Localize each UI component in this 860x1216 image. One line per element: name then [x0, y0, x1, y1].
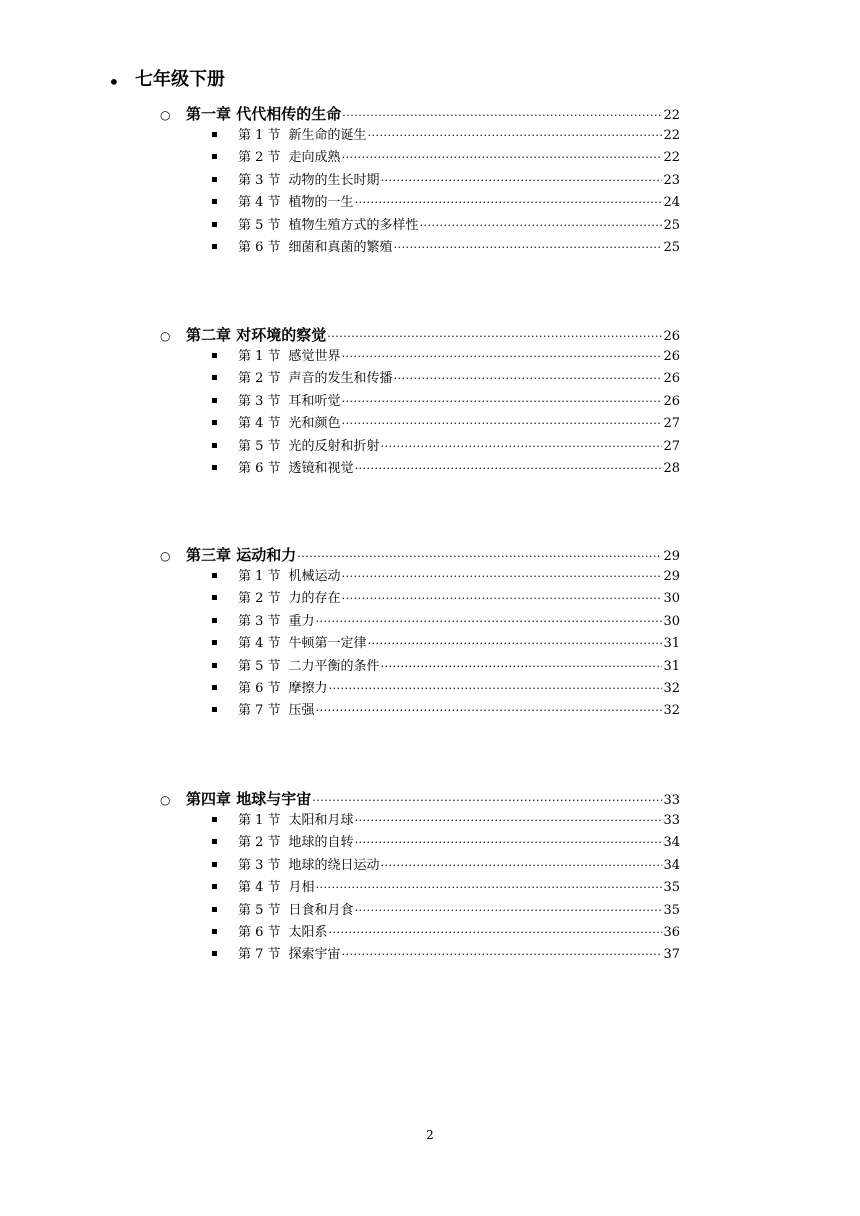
section-row[interactable]	[160, 414, 680, 436]
square-bullet-icon	[212, 375, 217, 380]
section-label: 第 6 节	[238, 680, 281, 696]
section-label: 第 5 节	[238, 217, 281, 233]
section-page: 32	[663, 680, 680, 696]
section-label: 第 5 节	[238, 438, 281, 454]
section-label: 第 2 节	[238, 591, 281, 607]
section-page: 26	[663, 349, 680, 364]
chapter-bullet: ○	[160, 108, 171, 122]
square-bullet-icon	[212, 595, 217, 600]
dot-leader	[342, 109, 662, 122]
section-label: 第 1 节	[238, 569, 281, 584]
section-label: 第 4 节	[238, 416, 281, 432]
square-bullet-icon	[212, 443, 217, 448]
section-page: 22	[663, 150, 680, 166]
section-page: 24	[663, 195, 680, 211]
section-label: 第 1 节	[238, 813, 281, 828]
section-row[interactable]	[160, 634, 680, 656]
section-label: 第 3 节	[238, 857, 281, 873]
book-title: 七年级下册	[135, 69, 225, 90]
dot-leader	[312, 794, 662, 807]
chapter-title: 第一章 代代相传的生命	[186, 105, 342, 123]
section-label: 第 4 节	[238, 636, 281, 652]
section-row[interactable]	[160, 216, 680, 238]
square-bullet-icon	[212, 685, 217, 690]
dot-leader	[329, 679, 663, 699]
section-title: 光和颜色	[288, 416, 341, 432]
chapter-bullet: ○	[160, 549, 171, 563]
dot-leader	[368, 634, 663, 654]
section-page: 30	[663, 613, 680, 629]
section-row[interactable]	[160, 811, 680, 833]
section-page: 27	[663, 416, 680, 432]
section-title: 地球的自转	[288, 835, 354, 851]
section-title: 感觉世界	[288, 349, 341, 364]
section-title: 牛顿第一定律	[288, 636, 367, 652]
section-title: 重力	[288, 613, 315, 629]
section-title: 光的反射和折射	[288, 438, 380, 454]
section-row[interactable]	[160, 193, 680, 215]
dot-leader	[394, 369, 663, 389]
section-title: 月相	[288, 880, 315, 896]
dot-leader	[355, 811, 663, 831]
dot-leader	[342, 347, 663, 367]
section-label: 第 6 节	[238, 239, 281, 255]
section-label: 第 1 节	[238, 128, 281, 143]
chapter-bullet: ○	[160, 793, 171, 807]
dot-leader	[316, 612, 663, 632]
section-title: 走向成熟	[288, 150, 341, 166]
chapter-page: 22	[663, 108, 680, 123]
section-row[interactable]	[160, 679, 680, 701]
section-title: 植物生殖方式的多样性	[288, 217, 419, 233]
chapter-1	[160, 104, 680, 260]
section-page: 36	[663, 924, 680, 940]
section-page: 25	[663, 217, 680, 233]
section-title: 细菌和真菌的繁殖	[288, 239, 393, 255]
section-title: 太阳系	[288, 924, 328, 940]
square-bullet-icon	[212, 640, 217, 645]
square-bullet-icon	[212, 244, 217, 249]
dot-leader	[329, 923, 663, 943]
section-page: 32	[663, 703, 680, 719]
section-label: 第 2 节	[238, 835, 281, 851]
section-label: 第 2 节	[238, 150, 281, 166]
chapter-row[interactable]	[160, 789, 680, 811]
section-label: 第 6 节	[238, 924, 281, 940]
dot-leader	[342, 589, 663, 609]
dot-leader	[316, 701, 663, 721]
section-row[interactable]	[160, 392, 680, 414]
dot-leader	[316, 878, 663, 898]
chapter-page: 33	[663, 793, 680, 808]
section-row[interactable]	[160, 148, 680, 170]
section-title: 日食和月食	[288, 902, 354, 918]
square-bullet-icon	[212, 132, 217, 137]
section-row[interactable]	[160, 567, 680, 589]
section-row[interactable]	[160, 657, 680, 679]
section-row[interactable]	[160, 459, 680, 481]
square-bullet-icon	[212, 839, 217, 844]
square-bullet-icon	[212, 907, 217, 912]
section-row[interactable]	[160, 437, 680, 459]
section-title: 摩擦力	[288, 680, 328, 696]
chapter-3	[160, 545, 680, 724]
square-bullet-icon	[212, 353, 217, 358]
section-label: 第 7 节	[238, 703, 281, 719]
section-title: 植物的一生	[288, 195, 354, 211]
dot-leader	[368, 126, 663, 146]
dot-leader	[381, 657, 663, 677]
chapter-page: 29	[663, 549, 680, 564]
section-label: 第 4 节	[238, 880, 281, 896]
section-page: 22	[663, 128, 680, 143]
chapter-row[interactable]	[160, 325, 680, 347]
section-label: 第 1 节	[238, 349, 281, 364]
section-row[interactable]	[160, 347, 680, 369]
chapter-page: 26	[663, 329, 680, 344]
square-bullet-icon	[212, 862, 217, 867]
book-bullet: •	[108, 70, 120, 94]
section-page: 31	[663, 658, 680, 674]
section-row[interactable]	[160, 238, 680, 260]
chapter-2	[160, 325, 680, 481]
section-label: 第 3 节	[238, 393, 281, 409]
section-row[interactable]	[160, 612, 680, 634]
chapter-title: 第二章 对环境的察觉	[186, 326, 327, 344]
square-bullet-icon	[212, 573, 217, 578]
section-row[interactable]	[160, 171, 680, 193]
square-bullet-icon	[212, 398, 217, 403]
section-page: 34	[663, 835, 680, 851]
section-page: 26	[663, 371, 680, 387]
square-bullet-icon	[212, 951, 217, 956]
square-bullet-icon	[212, 199, 217, 204]
dot-leader	[327, 330, 662, 343]
section-page: 37	[663, 947, 680, 963]
section-label: 第 6 节	[238, 460, 281, 476]
dot-leader	[355, 833, 663, 853]
section-title: 探索宇宙	[288, 947, 341, 963]
dot-leader	[381, 856, 663, 876]
section-title: 机械运动	[288, 569, 341, 584]
section-title: 动物的生长时期	[288, 172, 380, 188]
section-title: 透镜和视觉	[288, 460, 354, 476]
section-title: 声音的发生和传播	[288, 371, 393, 387]
chapter-title: 第三章 运动和力	[186, 546, 297, 564]
section-page: 31	[663, 636, 680, 652]
square-bullet-icon	[212, 817, 217, 822]
chapter-title: 第四章 地球与宇宙	[186, 790, 312, 808]
section-title: 新生命的诞生	[288, 128, 367, 143]
section-page: 34	[663, 857, 680, 873]
square-bullet-icon	[212, 884, 217, 889]
square-bullet-icon	[212, 420, 217, 425]
page-number: 2	[426, 1128, 434, 1142]
dot-leader	[394, 238, 663, 258]
section-title: 二力平衡的条件	[288, 658, 380, 674]
section-page: 35	[663, 902, 680, 918]
chapter-4	[160, 789, 680, 968]
section-label: 第 4 节	[238, 195, 281, 211]
square-bullet-icon	[212, 465, 217, 470]
square-bullet-icon	[212, 618, 217, 623]
square-bullet-icon	[212, 929, 217, 934]
section-title: 地球的绕日运动	[288, 857, 380, 873]
section-page: 30	[663, 591, 680, 607]
section-row[interactable]	[160, 126, 680, 148]
section-row[interactable]	[160, 901, 680, 923]
section-label: 第 2 节	[238, 371, 281, 387]
section-page: 26	[663, 393, 680, 409]
dot-leader	[342, 148, 663, 168]
section-title: 太阳和月球	[288, 813, 354, 828]
square-bullet-icon	[212, 222, 217, 227]
dot-leader	[355, 459, 663, 479]
dot-leader	[342, 945, 663, 965]
section-page: 33	[663, 813, 680, 828]
dot-leader	[342, 392, 663, 412]
section-title: 耳和听觉	[288, 393, 341, 409]
section-page: 35	[663, 880, 680, 896]
dot-leader	[381, 437, 663, 457]
section-title: 压强	[288, 703, 315, 719]
section-page: 28	[663, 460, 680, 476]
chapter-bullet: ○	[160, 329, 171, 343]
section-label: 第 5 节	[238, 658, 281, 674]
section-row[interactable]	[160, 856, 680, 878]
section-row[interactable]	[160, 589, 680, 611]
section-page: 25	[663, 239, 680, 255]
dot-leader	[297, 550, 662, 563]
dot-leader	[355, 901, 663, 921]
section-page: 27	[663, 438, 680, 454]
section-row[interactable]	[160, 833, 680, 855]
dot-leader	[381, 171, 663, 191]
chapter-row[interactable]	[160, 104, 680, 126]
section-label: 第 3 节	[238, 172, 281, 188]
section-title: 力的存在	[288, 591, 341, 607]
dot-leader	[342, 414, 663, 434]
dot-leader	[342, 567, 663, 587]
section-row[interactable]	[160, 878, 680, 900]
chapter-row[interactable]	[160, 545, 680, 567]
section-label: 第 5 节	[238, 902, 281, 918]
section-row[interactable]	[160, 945, 680, 967]
section-page: 29	[663, 569, 680, 584]
section-label: 第 3 节	[238, 613, 281, 629]
dot-leader	[420, 216, 663, 236]
square-bullet-icon	[212, 663, 217, 668]
section-page: 23	[663, 172, 680, 188]
square-bullet-icon	[212, 154, 217, 159]
square-bullet-icon	[212, 177, 217, 182]
section-row[interactable]	[160, 369, 680, 391]
section-label: 第 7 节	[238, 947, 281, 963]
section-row[interactable]	[160, 701, 680, 723]
dot-leader	[355, 193, 663, 213]
square-bullet-icon	[212, 707, 217, 712]
section-row[interactable]	[160, 923, 680, 945]
